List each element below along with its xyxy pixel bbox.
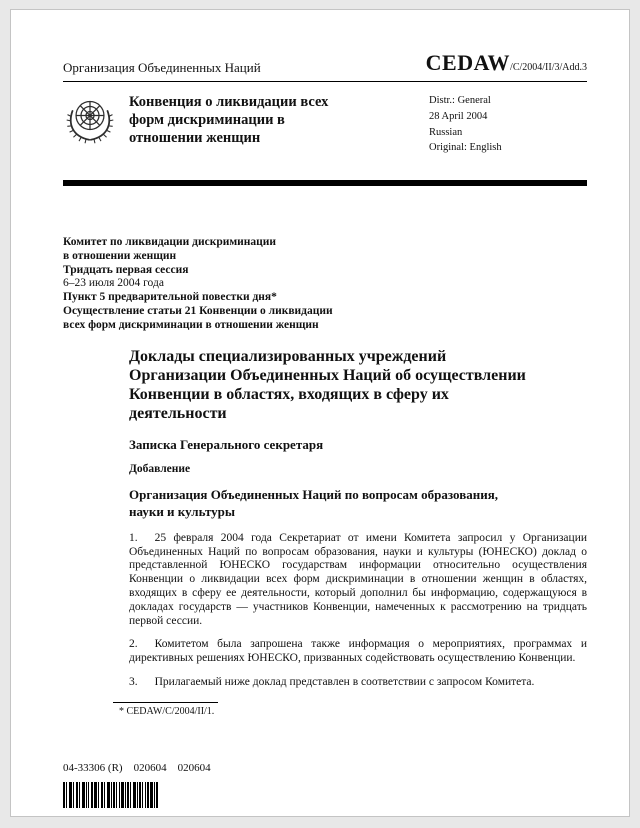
org-name: Организация Объединенных Наций	[63, 60, 261, 75]
footnote-text: * CEDAW/C/2004/II/1.	[119, 705, 215, 717]
paragraph-number: 1.	[129, 531, 138, 544]
footnote-rule	[113, 702, 218, 703]
paragraph-text: Прилагаемый ниже доклад представлен в соответствии с запросом Комитета.	[154, 676, 535, 688]
addendum-label: Добавление	[129, 463, 191, 476]
section-title	[129, 487, 587, 520]
convention-title-line: Конвенция о ликвидации всех	[129, 94, 329, 110]
un-emblem-icon	[63, 93, 117, 147]
document-title-line: Организации Объединенных Наций об осуществлении	[129, 366, 526, 384]
document-title-line: Доклады специализированных учреждений	[129, 347, 447, 365]
paragraph-1	[129, 532, 587, 629]
session-block	[63, 236, 587, 333]
convention-title-line: отношении женщин	[129, 130, 261, 147]
document-title-line: деятельности	[129, 405, 227, 423]
convention-title-line: форм дискриминации в	[129, 112, 285, 129]
distr-language: Russian	[429, 126, 463, 138]
paragraph-3	[129, 676, 587, 690]
masthead	[63, 93, 587, 156]
document-title	[129, 347, 587, 424]
distr-date: 28 April 2004	[429, 110, 488, 122]
paragraph-2	[129, 638, 587, 666]
section-title-line: науки и культуры	[129, 503, 236, 519]
agenda-subject-line: всех форм дискриминации в отношении женщин	[63, 318, 319, 331]
distr-original: Original: English	[429, 142, 502, 154]
session-dates: 6–23 июля 2004 года	[63, 277, 164, 290]
document-code: 04-33306 (R) 020604 020604	[63, 762, 211, 774]
distr-type: Distr.: General	[429, 95, 491, 106]
doc-symbol-suffix: /C/2004/II/3/Add.3	[510, 62, 587, 73]
note-by-secretary-general: Записка Генерального секретаря	[129, 437, 324, 453]
document-header	[63, 50, 587, 82]
document-title-line: Конвенции в областях, входящих в сферу их	[129, 385, 449, 403]
convention-title	[129, 93, 351, 156]
section-title-line: Организация Объединенных Наций по вопросам образования,	[129, 487, 498, 503]
committee-name-line: Комитет по ликвидации дискриминации	[63, 236, 277, 248]
paragraph-number: 2.	[129, 638, 138, 651]
doc-symbol-main: CEDAW	[425, 50, 511, 75]
session-number: Тридцать первая сессия	[63, 263, 189, 276]
divider-rule	[63, 180, 587, 186]
document-body	[119, 347, 587, 717]
committee-name-line: в отношении женщин	[63, 249, 177, 262]
doc-symbol	[426, 50, 587, 76]
footnote	[113, 702, 587, 717]
paragraph-number: 3.	[129, 676, 138, 688]
agenda-subject-line: Осуществление статьи 21 Конвенции о ликвидации	[63, 304, 333, 317]
paragraph-text: Комитетом была запрошена также информация о мероприятиях, программах и директивных решениях ЮНЕСКО, призванных содействовать осуществлению Конвенции.	[129, 638, 587, 665]
agenda-item: Пункт 5 предварительной повестки дня*	[63, 291, 277, 304]
paragraph-text: 25 февраля 2004 года Секретариат от имени Комитета запросил у Организации Объединенных Наций по вопросам образования, науки и культуры (ЮНЕСКО) доклад о представленной ЮНЕСКО государствам информации относительно осуществления Конвенции о ликвидации всех форм дискриминации в отношении женщин в областях, входящих в сферу ее деятельности, который дополнил бы информацию, содержащуюся в докладах государств — участников Конвенции, намеченных к рассмотрению на тридцать первой сессии.	[129, 531, 587, 627]
distribution-block	[429, 93, 587, 156]
document-page	[10, 9, 630, 817]
barcode	[63, 782, 159, 808]
